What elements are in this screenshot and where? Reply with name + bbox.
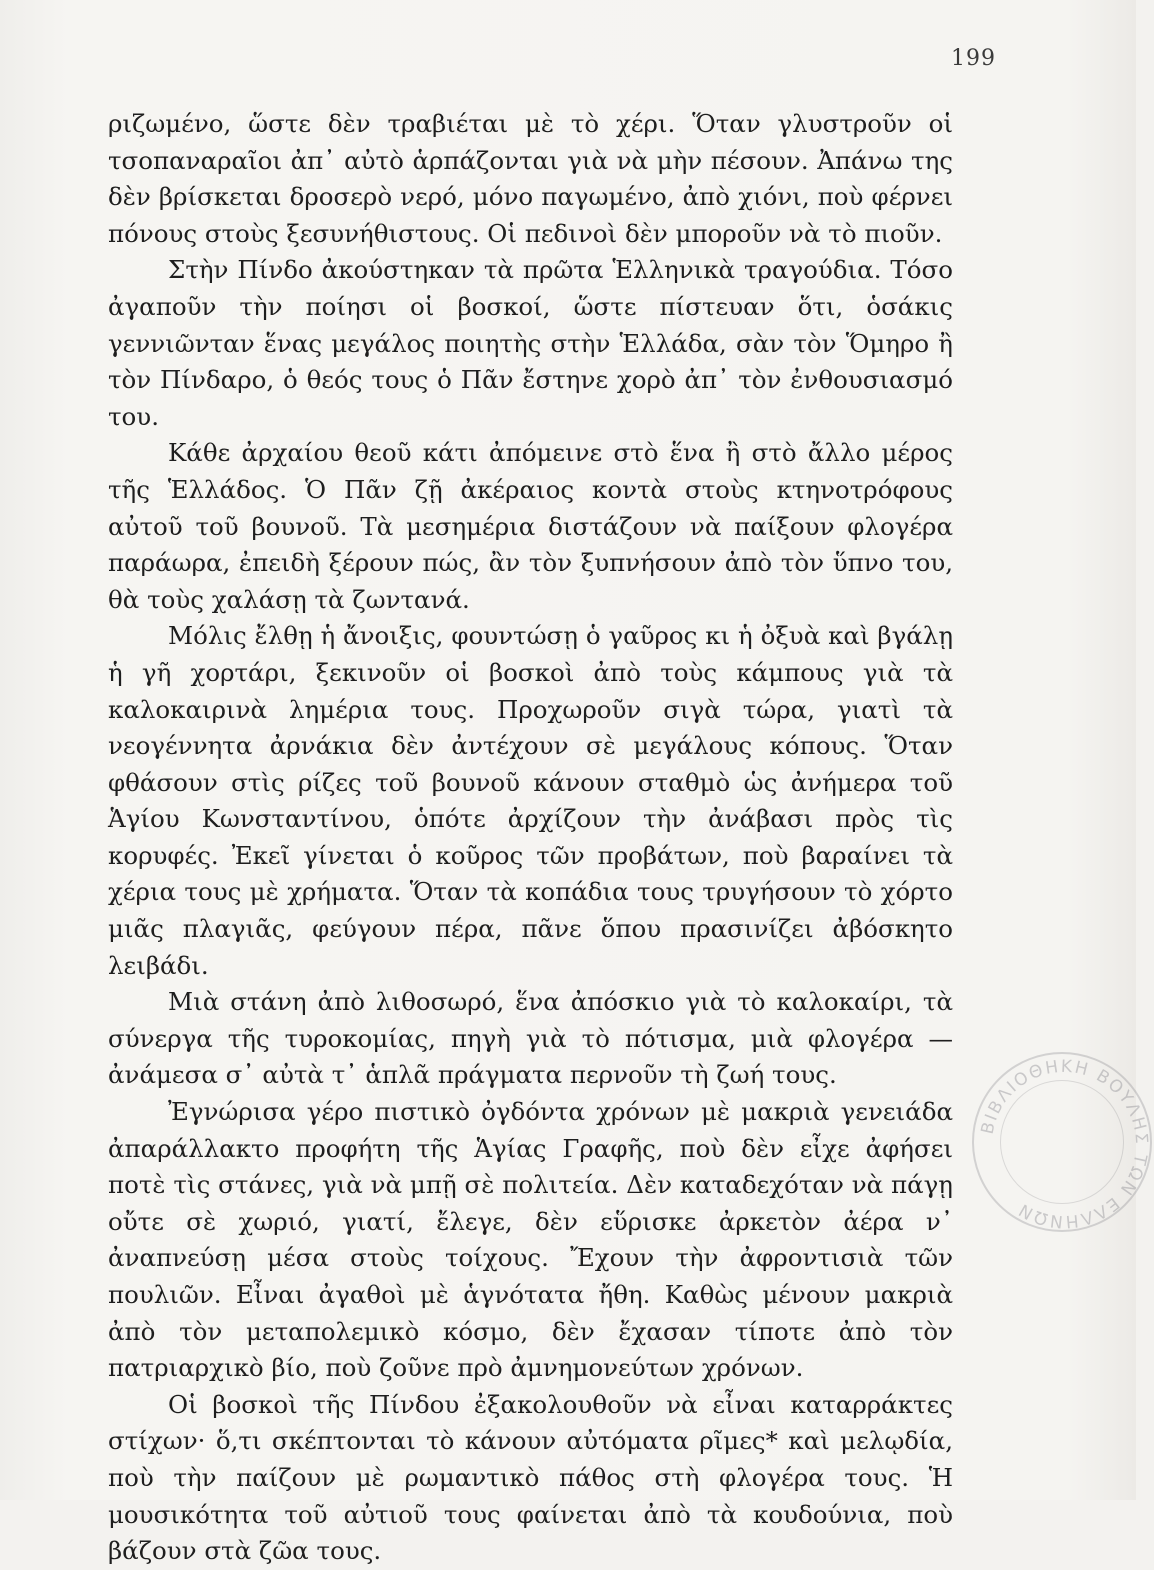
paragraph-1: ριζωμένο, ὥστε δὲν τραβιέται μὲ τὸ χέρι. Ὅταν γλυστροῦν οἱ τσοπαναραῖοι ἀπ᾿ αὐτὸ ἁρπάζονται γιὰ νὰ μὴν πέσουν. Ἀπάνω της δὲν βρίσκεται δροσερὸ νερό, μόνο παγωμένο, ἀπὸ χιόνι, ποὺ φέρνει πόνους στοὺς ξεσυνήθιστους. Οἱ πεδινοὶ δὲν μποροῦν νὰ τὸ πιοῦν.: [108, 109, 953, 248]
text-body: [108, 106, 953, 1570]
paragraph-3: Κάθε ἀρχαίου θεοῦ κάτι ἀπόμεινε στὸ ἕνα ἢ στὸ ἄλλο μέρος τῆς Ἑλλάδος. Ὁ Πᾶν ζῇ ἀκέραιος κοντὰ στοὺς κτηνοτρόφους αὐτοῦ τοῦ βουνοῦ. Τὰ μεσημέρια διστάζουν νὰ παίξουν φλογέρα παράωρα, ἐπειδὴ ξέρουν πώς, ἂν τὸν ξυπνήσουν ἀπὸ τὸν ὕπνο του, θὰ τοὺς χαλάσῃ τὰ ζωντανά.: [108, 438, 953, 614]
paragraph-4: Μόλις ἔλθῃ ἡ ἄνοιξις, φουντώσῃ ὁ γαῦρος κι ἡ ὀξυὰ καὶ βγάλῃ ἡ γῆ χορτάρι, ξεκινοῦν οἱ βοσκοὶ ἀπὸ τοὺς κάμπους γιὰ τὰ καλοκαιρινὰ λημέρια τους. Προχωροῦν σιγὰ τώρα, γιατὶ τὰ νεογέννητα ἀρνάκια δὲν ἀντέχουν σὲ μεγάλους κόπους. Ὅταν φθάσουν στὶς ρίζες τοῦ βουνοῦ κάνουν σταθμὸ ὡς ἀνήμερα τοῦ Ἁγίου Κωνσταντίνου, ὁπότε ἀρχίζουν τὴν ἀνάβασι πρὸς τὶς κορυφές. Ἐκεῖ γίνεται ὁ κοῦρος τῶν προβάτων, ποὺ βαραίνει τὰ χέρια τους μὲ χρήματα. Ὅταν τὰ κοπάδια τους τρυγήσουν τὸ χόρτο μιᾶς πλαγιᾶς, φεύγουν πέρα, πᾶνε ὅπου πρασινίζει ἀβόσκητο λειβάδι.: [108, 621, 953, 980]
stamp-label-path: ΒΙΒΛΙΟΘΗΚΗ ΒΟΥΛΗΣ ΤΩΝ ΕΛΛΗΝΩΝ: [977, 1056, 1152, 1232]
stamp-label: [978, 1057, 1152, 1232]
stamp-text: [974, 1054, 1154, 1234]
paragraph-6: Ἐγνώρισα γέρο πιστικὸ ὀγδόντα χρόνων μὲ μακριὰ γενειάδα ἀπαράλλακτο προφήτη τῆς Ἁγίας Γραφῆς, ποὺ δὲν εἶχε ἀφήσει ποτὲ τὶς στάνες, γιὰ νὰ μπῇ σὲ πολιτεία. Δὲν καταδεχόταν νὰ πάγῃ οὔτε σὲ χωριό, γιατί, ἔλεγε, δὲν εὕρισκε ἀρκετὸν ἀέρα ν᾿ ἀναπνεύσῃ μέσα στοὺς τοίχους. Ἔχουν τὴν ἀφροντισιὰ τῶν πουλιῶν. Εἶναι ἀγαθοὶ μὲ ἁγνότατα ἤθη. Καθὼς μένουν μακριὰ ἀπὸ τὸν μεταπολεμικὸ κόσμο, δὲν ἔχασαν τίποτε ἀπὸ τὸν πατριαρχικὸ βίο, ποὺ ζοῦνε πρὸ ἀμνημονεύτων χρόνων.: [108, 1097, 953, 1383]
paragraph-2: Στὴν Πίνδο ἀκούστηκαν τὰ πρῶτα Ἑλληνικὰ τραγούδια. Τόσο ἀγαποῦν τὴν ποίησι οἱ βοσκοί, ὥστε πίστευαν ὅτι, ὁσάκις γεννιῶνταν ἕνας μεγάλος ποιητὴς στὴν Ἑλλάδα, σὰν τὸν Ὅμηρο ἢ τὸν Πίνδαρο, ὁ θεός τους ὁ Πᾶν ἔστηνε χορὸ ἀπ᾿ τὸν ἐνθουσιασμό του.: [108, 255, 953, 431]
page-number: 199: [951, 46, 996, 71]
library-stamp: [972, 1052, 1152, 1232]
paragraph-7: Οἱ βοσκοὶ τῆς Πίνδου ἐξακολουθοῦν νὰ εἶναι καταρράκτες στίχων· ὅ,τι σκέπτονται τὸ κάνουν αὐτόματα ρῖμες* καὶ μελῳδία, ποὺ τὴν παίζουν μὲ ρωμαντικὸ πάθος στὴ φλογέρα τους. Ἡ μουσικότητα τοῦ αὐτιοῦ τους φαίνεται ἀπὸ τὰ κουδούνια, ποὺ βάζουν στὰ ζῶα τους.: [108, 1389, 953, 1566]
paragraph-5: Μιὰ στάνη ἀπὸ λιθοσωρό, ἕνα ἀπόσκιο γιὰ τὸ καλοκαίρι, τὰ σύνεργα τῆς τυροκομίας, πηγὴ γιὰ τὸ πότισμα, μιὰ φλογέρα — ἀνάμεσα σ᾿ αὐτὰ τ᾿ ἁπλᾶ πράγματα περνοῦν τὴ ζωή τους.: [108, 987, 953, 1090]
